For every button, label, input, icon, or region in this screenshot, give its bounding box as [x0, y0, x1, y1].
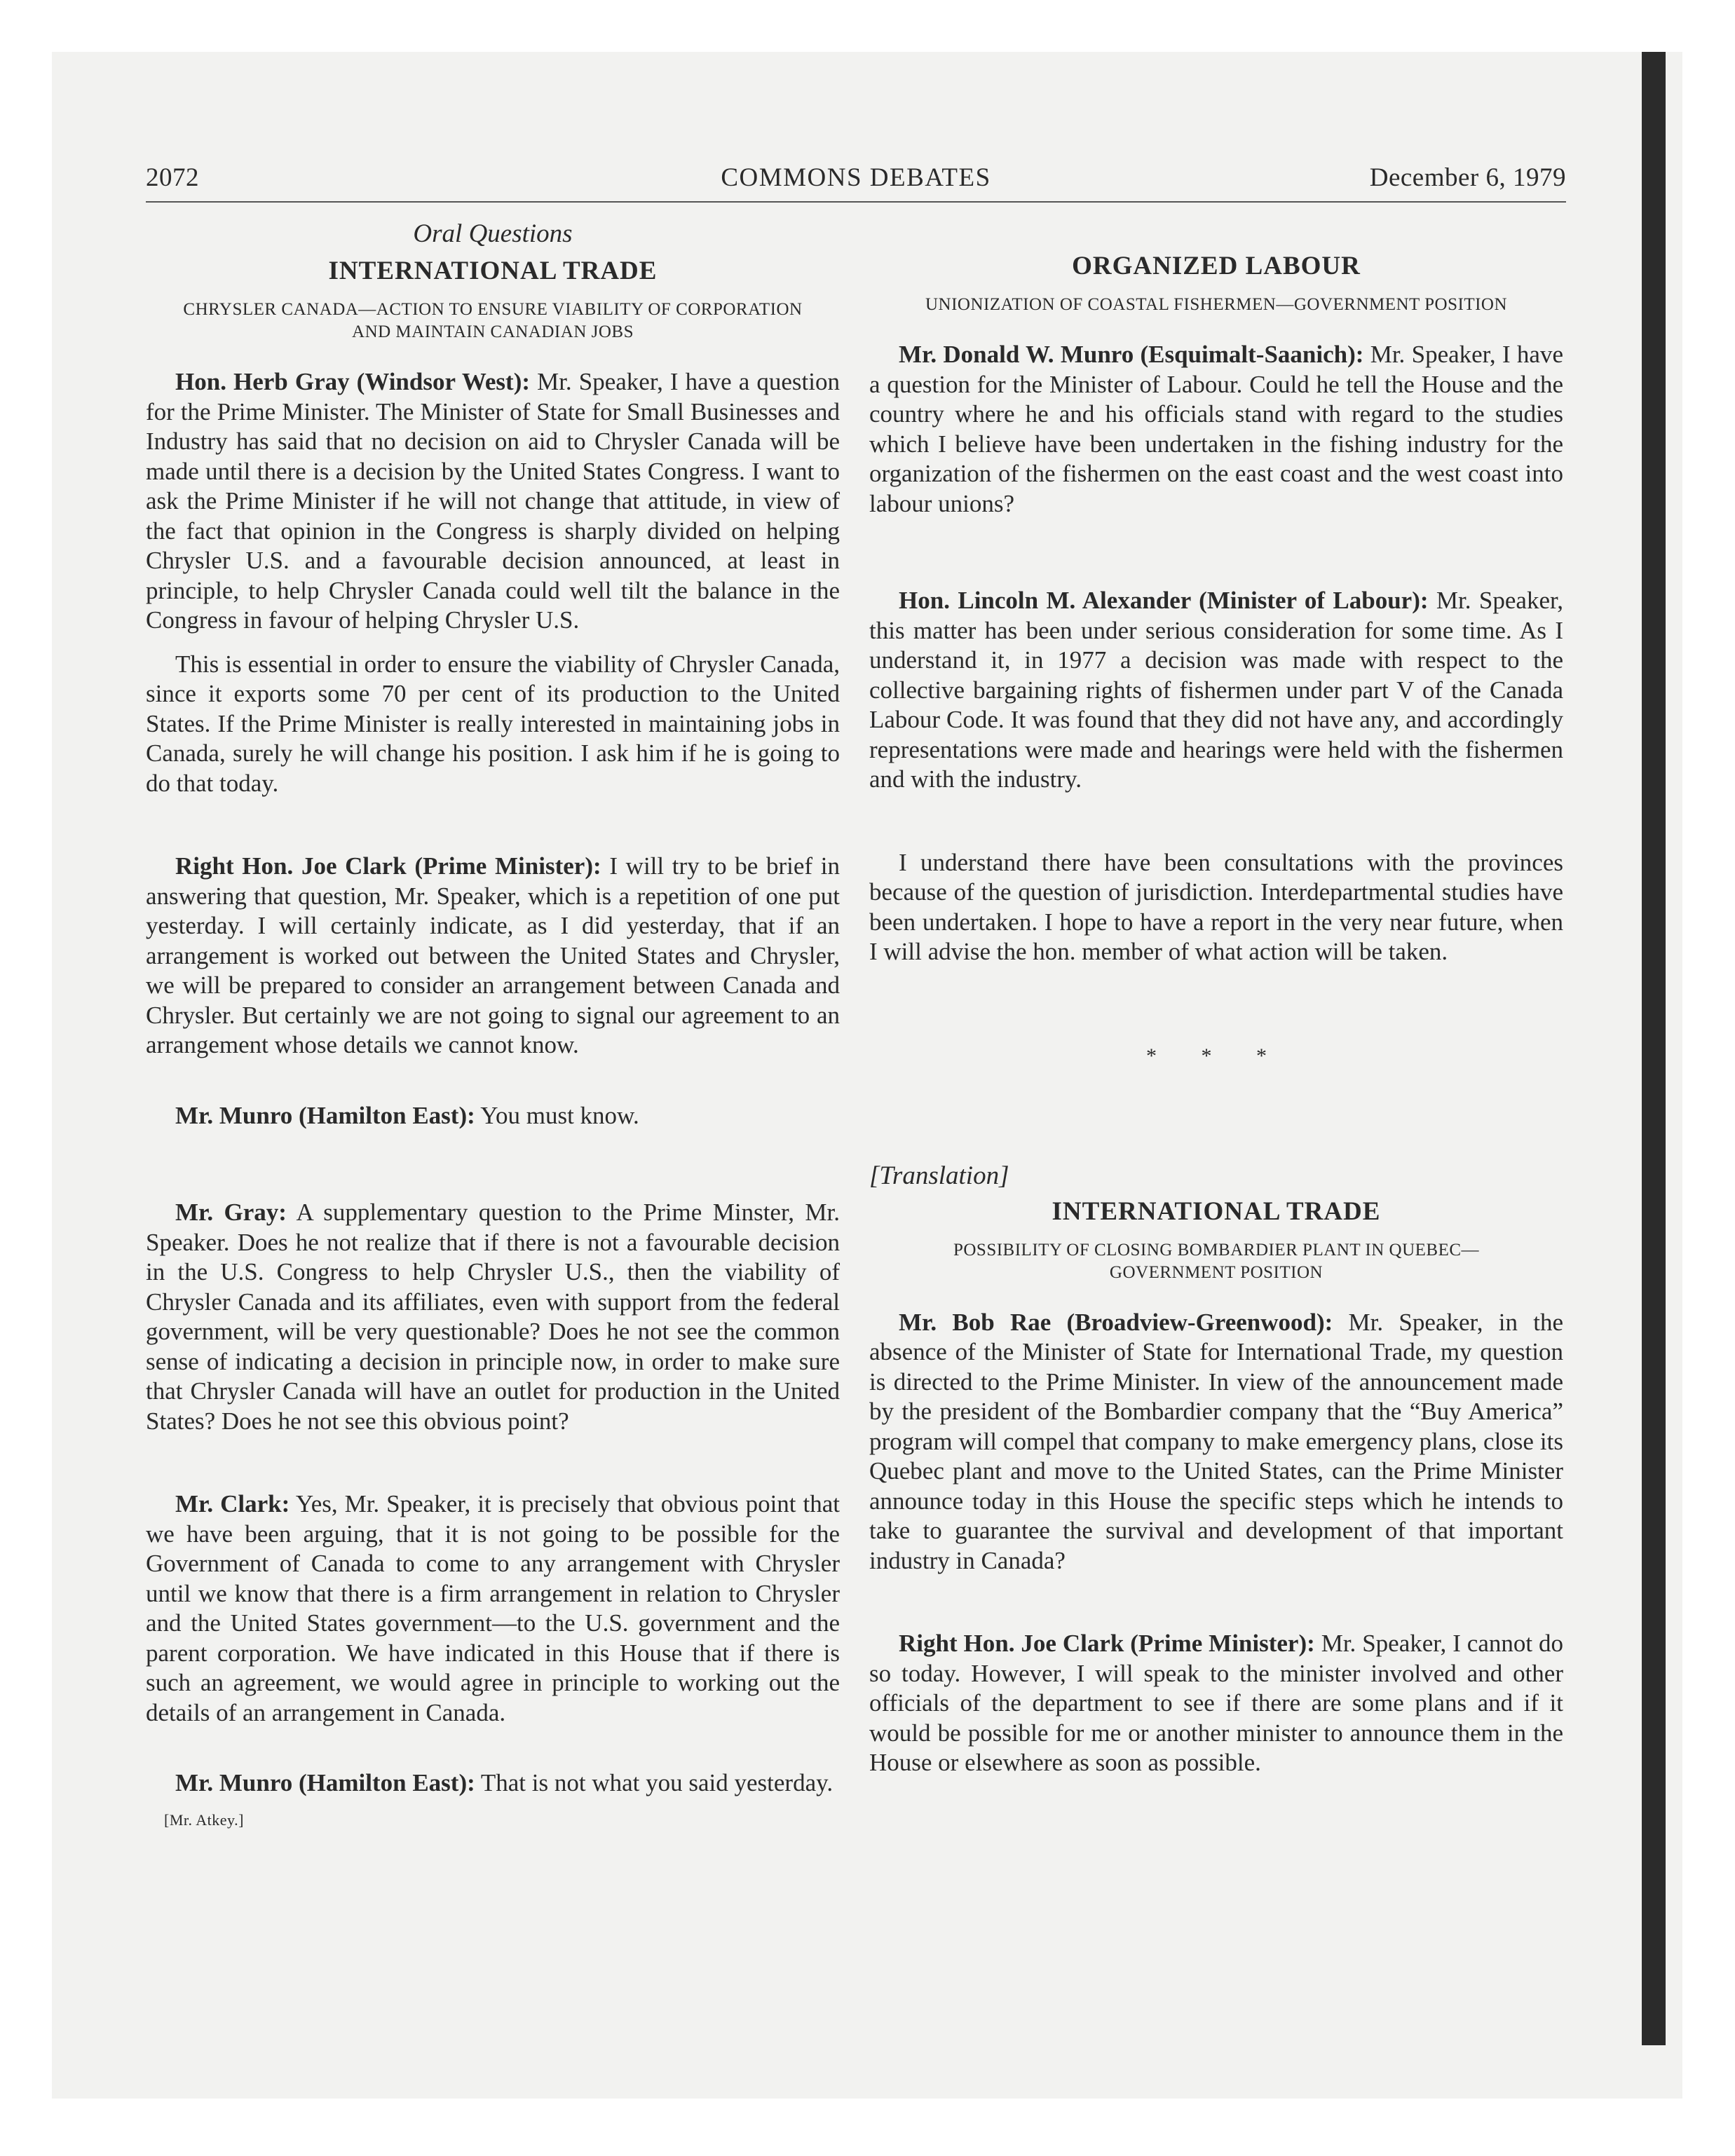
speech-paragraph — [146, 1768, 840, 1799]
speech-paragraph — [146, 1198, 840, 1436]
speech-paragraph — [869, 848, 1563, 967]
speech-paragraph — [146, 650, 840, 799]
speaker-name: Mr. Gray: — [175, 1199, 287, 1226]
publication-title: COMMONS DEBATES — [721, 163, 991, 192]
speech-text: I will try to be brief in answering that question, Mr. Speaker, which is a repetition of one put yesterday. I will certainly indicate, as I did yesterday, that if an arrangement is worked out between the United States and Chrysler, we will be prepared to consider an arrangement between Canada and Chrysler. But certainly we are not going to signal our agreement to an arrangement whose details we cannot know. — [146, 852, 840, 1058]
speaker-name: Mr. Clark: — [175, 1490, 290, 1517]
running-header — [146, 163, 1566, 199]
section-heading: INTERNATIONAL TRADE — [328, 257, 658, 285]
scan-edge-bar — [1642, 52, 1666, 2045]
speaker-name: Hon. Herb Gray (Windsor West): — [175, 368, 531, 395]
speech-paragraph — [869, 586, 1563, 795]
translation-note: [Translation] — [869, 1161, 1009, 1190]
speech-text: A supplementary question to the Prime Minster, Mr. Speaker. Does he not realize that if there is not a favourable decision in the U.S. Congress to help Chrysler U.S., then the viability of Chrysler Canada and its affiliates, even with support from the federal government, will be very questionable? Does he not see the common sense of indicating a decision in principle now, in order to make sure that Chrysler Canada will have an outlet for production in the United States? Does he not see this obvious point? — [146, 1199, 840, 1435]
section-separator: * * * — [1146, 1044, 1286, 1067]
speaker-name: Mr. Donald W. Munro (Esquimalt-Saanich): — [899, 341, 1364, 368]
speaker-name: Right Hon. Joe Clark (Prime Minister): — [899, 1630, 1315, 1657]
section-heading: INTERNATIONAL TRADE — [1052, 1196, 1381, 1226]
left-column — [146, 219, 840, 1829]
speech-paragraph — [869, 340, 1563, 519]
speaker-name: Right Hon. Joe Clark (Prime Minister): — [175, 852, 601, 880]
speaker-name: Hon. Lincoln M. Alexander (Minister of Labour): — [899, 587, 1429, 614]
speech-paragraph — [146, 852, 840, 1060]
speech-text: Yes, Mr. Speaker, it is precisely that obvious point that we have been arguing, that it is not going to be possible for the Government of Canada to come to any arrangement with Chrysler until we know that there is a firm arrangement in relation to Chrysler and the United States government—to the U.S. government and the parent corporation. We have indicated in this House that if there is such an agreement, we would agree in principle to working out the details of an arrangement in Canada. — [146, 1490, 840, 1726]
section-heading: ORGANIZED LABOUR — [1072, 252, 1361, 280]
speech-text: This is essential in order to ensure the viability of Chrysler Canada, since it exports some 70 per cent of its production to the United States. If the Prime Minister is really interested in maintaining jobs in Canada, surely he will change his position. I ask him if he is going to do that today. — [146, 650, 840, 797]
speech-text: Mr. Speaker, I have a question for the Minister of Labour. Could he tell the House and the country where he and his officials stand with regard to the studies which I believe have been undertaken in the fishing industry for the organization of the fishermen on the east coast and the west coast into labour unions? — [869, 341, 1563, 517]
speech-paragraph — [869, 1629, 1563, 1778]
section-rubric: Oral Questions — [413, 219, 573, 248]
speech-paragraph — [146, 367, 840, 636]
speaker-name: Mr. Munro (Hamilton East): — [175, 1769, 475, 1796]
section-subheading: POSSIBILITY OF CLOSING BOMBARDIER PLANT IN QUEBEC—GOVERNMENT POSITION — [953, 1240, 1480, 1282]
speech-text: Mr. Speaker, this matter has been under serious consideration for some time. As I understand it, in 1977 a decision was made with respect to the collective bargaining rights of fishermen under part V of the Canada Labour Code. It was found that they did not have any, and accordingly representations were made and hearings were held with the fishermen and with the industry. — [869, 587, 1564, 793]
header-rule — [146, 201, 1566, 203]
speech-text: Mr. Speaker, I cannot do so today. However, I will speak to the minister involved and other officials of the department to see if there are some plans and if it would be possible for me or another minister to announce them in the House or elsewhere as soon as possible. — [869, 1630, 1563, 1776]
speech-text: Mr. Speaker, in the absence of the Minister of State for International Trade, my question is directed to the Prime Minister. In view of the announcement made by the president of the Bombardier company that the “Buy America” program will compel that company to make emergency plans, close its Quebec plant and move to the United States, can the Prime Minister announce today in this House the specific steps which he intends to take to guarantee the survival and development of that important industry in Canada? — [869, 1308, 1564, 1574]
speech-text: I understand there have been consultations with the provinces because of the question of jurisdiction. Interdepartmental studies have been undertaken. I hope to have a report in the very near future, when I will advise the hon. member of what action will be taken. — [869, 848, 1563, 965]
speaker-name: Mr. Munro (Hamilton East): — [175, 1101, 475, 1129]
speech-text: You must know. — [475, 1101, 639, 1129]
speaker-footnote: [Mr. Atkey.] — [164, 1810, 244, 1829]
header-date: December 6, 1979 — [1369, 163, 1566, 192]
page-number: 2072 — [146, 163, 199, 192]
section-subheading: UNIONIZATION OF COASTAL FISHERMEN—GOVERNMENT POSITION — [925, 295, 1508, 314]
speech-paragraph — [869, 1308, 1563, 1576]
speaker-name: Mr. Bob Rae (Broadview-Greenwood): — [899, 1308, 1333, 1336]
speech-paragraph — [146, 1489, 840, 1728]
speech-text: That is not what you said yesterday. — [475, 1769, 834, 1796]
speech-text: Mr. Speaker, I have a question for the Prime Minister. The Minister of State for Small Businesses and Industry has said that no decision on aid to Chrysler Canada will be made until there is a decision by the United States Congress. I want to ask the Prime Minister if he will not change that attitude, in view of the fact that opinion in the Congress is sharply divided on helping Chrysler U.S. and a favourable decision announced, at least in principle, to help Chrysler Canada could well tilt the balance in the Congress in favour of helping Chrysler U.S. — [146, 368, 840, 634]
section-subheading: CHRYSLER CANADA—ACTION TO ENSURE VIABILITY OF CORPORATION AND MAINTAIN CANADIAN JOBS — [183, 300, 803, 341]
right-column — [869, 219, 1563, 1778]
speech-paragraph — [146, 1101, 840, 1131]
